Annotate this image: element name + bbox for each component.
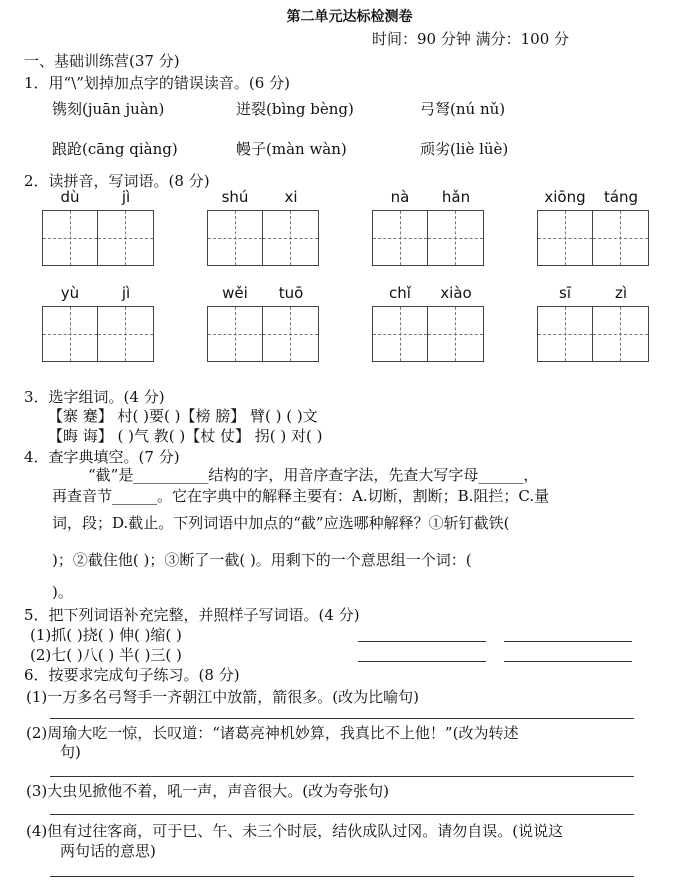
q1-item: 幔子(màn wàn) [236, 140, 347, 158]
answer-line[interactable] [50, 814, 634, 815]
writing-grid[interactable] [42, 210, 154, 266]
pinyin-label: xiōng [544, 188, 586, 206]
q6-sentence: (4)但有过往客商，可于巳、午、未三个时辰，结伙成队过冈。请勿自误。(说说这 [26, 822, 564, 840]
answer-line[interactable] [358, 661, 486, 662]
q1-item: 镌刻(juān juàn) [52, 100, 165, 118]
pinyin-label: zì [614, 284, 628, 302]
pinyin-label: hǎn [441, 188, 471, 206]
q6-sentence: 句) [60, 743, 81, 761]
q5-line: (2)七( )八( ) 半( )三( ) [30, 646, 182, 664]
q4-text: )。 [52, 583, 73, 601]
pinyin-label: shú [221, 188, 249, 206]
writing-grid[interactable] [372, 210, 484, 266]
q5-line: (1)抓( )挠( ) 伸( )缩( ) [30, 626, 182, 644]
question-4-label: 4．查字典填空。(7 分) [24, 448, 180, 466]
answer-line[interactable] [504, 661, 632, 662]
pinyin-label: xi [284, 188, 298, 206]
q6-sentence: 两句话的意思) [60, 842, 156, 860]
question-6-label: 6．按要求完成句子练习。(8 分) [24, 666, 240, 684]
q3-line: 【晦 诲】 ( )气 教( )【杖 仗】 拐( ) 对( ) [48, 427, 323, 445]
answer-line[interactable] [358, 641, 486, 642]
writing-grid[interactable] [42, 306, 154, 362]
q3-line: 【寨 蹇】 村( )要( )【榜 膀】 臂( ) ( )文 [48, 407, 318, 425]
pinyin-label: xiào [440, 284, 472, 302]
q1-item: 顽劣(liè lüè) [420, 140, 509, 158]
pinyin-label: tuō [278, 284, 304, 302]
section-heading: 一、基础训练营(37 分) [24, 52, 180, 70]
question-5-label: 5．把下列词语补充完整，并照样子写词语。(4 分) [24, 606, 360, 624]
q6-sentence: (3)大虫见掀他不着，吼一声，声音很大。(改为夸张句) [26, 782, 389, 800]
q1-item: 踉跄(cāng qiàng) [52, 140, 178, 158]
exam-title: 第二单元达标检测卷 [286, 9, 413, 25]
pinyin-label: jì [121, 284, 131, 302]
pinyin-label: chǐ [389, 284, 411, 302]
q1-item: 弓弩(nú nǔ) [420, 100, 506, 118]
q6-sentence: (2)周瑜大吃一惊，长叹道：“诸葛亮神机妙算，我真比不上他！”(改为转述 [26, 724, 519, 742]
pinyin-label: táng [603, 188, 639, 206]
q1-item: 迸裂(bìng bèng) [236, 100, 354, 118]
pinyin-label: wěi [222, 284, 248, 302]
writing-grid[interactable] [372, 306, 484, 362]
question-2-label: 2．读拼音，写词语。(8 分) [24, 172, 210, 190]
q4-text: )；②截住他( )；③断了一截( )。用剩下的一个意思组一个词：( [52, 551, 472, 569]
pinyin-label: nà [390, 188, 410, 206]
writing-grid[interactable] [537, 306, 649, 362]
q4-text: 再查音节______。它在字典中的解释主要有：A.切断，割断；B.阻拦；C.量 [52, 487, 550, 505]
pinyin-label: dù [60, 188, 80, 206]
question-3-label: 3．选字组词。(4 分) [24, 388, 165, 406]
answer-line[interactable] [50, 776, 634, 777]
question-1-label: 1．用“\”划掉加点字的错误读音。(6 分) [24, 74, 290, 92]
pinyin-label: yù [60, 284, 80, 302]
q6-sentence: (1)一万多名弓弩手一齐朝江中放箭，箭很多。(改为比喻句) [26, 688, 419, 706]
pinyin-label: sī [559, 284, 571, 302]
writing-grid[interactable] [537, 210, 649, 266]
answer-line[interactable] [50, 876, 634, 877]
writing-grid[interactable] [207, 306, 319, 362]
pinyin-label: jì [121, 188, 131, 206]
q4-text: “截”是__________结构的字，用音序查字法，先查大写字母______， [88, 466, 539, 484]
q4-text: 词，段；D.截止。下列词语中加点的“截”应选哪种解释？①斩钉截铁( [52, 514, 510, 532]
answer-line[interactable] [50, 718, 634, 719]
exam-meta: 时间：90 分钟 满分：100 分 [372, 30, 570, 48]
writing-grid[interactable] [207, 210, 319, 266]
answer-line[interactable] [504, 641, 632, 642]
